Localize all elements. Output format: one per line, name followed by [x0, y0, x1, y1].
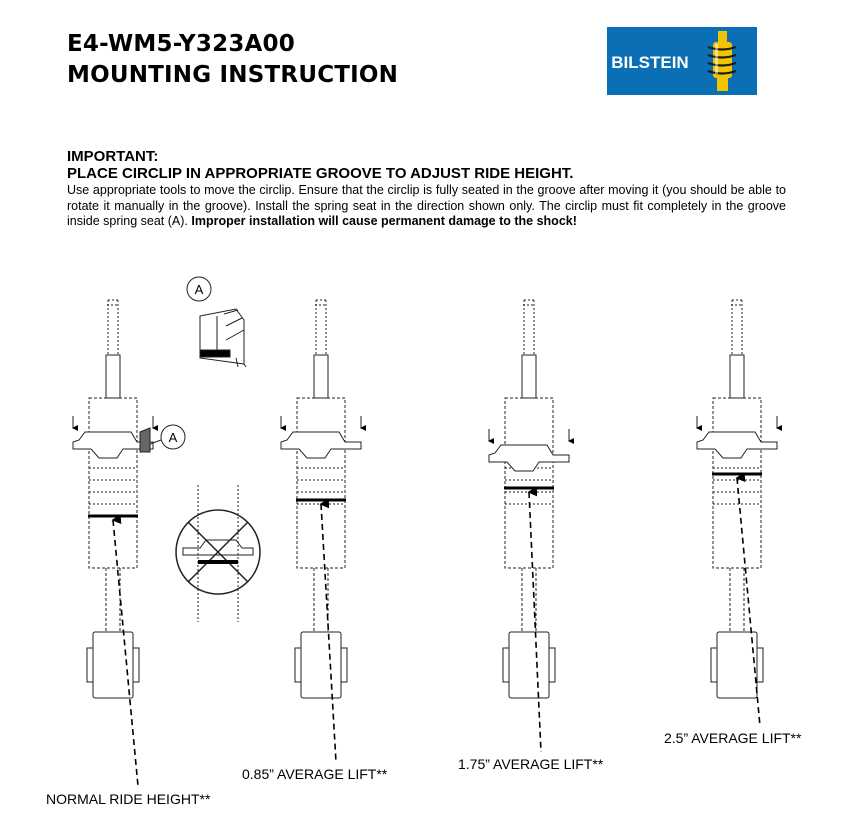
shock-2-bushing-left — [295, 648, 301, 682]
shock-4-leader — [737, 478, 760, 726]
shock-3-rod — [522, 355, 536, 398]
instruction-body: Use appropriate tools to move the circlip. Ensure that the circlip is fully seated in the groove after moving it (you should be able to rotate it manually in the groove). Install the spring seat in the direction shown only. The circlip must fit completely in the groove inside spring seat (A). — [67, 183, 786, 228]
detail-a-hatch — [140, 428, 150, 452]
detail-a-inset — [187, 277, 246, 367]
important-subheading: PLACE CIRCLIP IN APPROPRIATE GROOVE TO ADJUST RIDE HEIGHT. — [67, 165, 574, 182]
shock-3-lower-tube — [522, 568, 536, 632]
shock-1-bushing-left — [87, 648, 93, 682]
shock-1-stud — [107, 300, 119, 355]
part-number-title: E4-WM5-Y323A00 — [67, 31, 295, 57]
shock-3-stud — [523, 300, 535, 355]
document-title: MOUNTING INSTRUCTION — [67, 62, 399, 88]
label-25-lift: 2.5” AVERAGE LIFT** — [664, 730, 802, 746]
shock-1-lower-tube — [106, 568, 120, 632]
important-heading: IMPORTANT: — [67, 148, 159, 165]
shock-2-bushing-right — [341, 648, 347, 682]
shock-3-body — [505, 398, 553, 568]
label-175-lift: 1.75” AVERAGE LIFT** — [458, 756, 604, 772]
damage-warning: Improper installation will cause permanent damage to the shock! — [191, 214, 577, 228]
shock-2-eye-mount — [301, 632, 341, 698]
shock-4-eye-mount — [717, 632, 757, 698]
shock-2-stud — [315, 300, 327, 355]
shock-3-bushing-right — [549, 648, 555, 682]
shock-4-spring-seat — [697, 432, 777, 458]
incorrect-orientation-symbol — [176, 485, 260, 622]
shock-2-spring-seat — [281, 432, 361, 458]
shock-4-rod — [730, 355, 744, 398]
shock-2-rod — [314, 355, 328, 398]
shock-2-body — [297, 398, 345, 568]
shock-4-bushing-left — [711, 648, 717, 682]
shock-4-stud — [731, 300, 743, 355]
shock-3-eye-mount — [509, 632, 549, 698]
shock-3-leader — [529, 492, 541, 752]
shock-3-bushing-left — [503, 648, 509, 682]
shock-2-leader — [321, 504, 336, 762]
shock-1-body — [89, 398, 137, 568]
shock-3-spring-seat — [489, 445, 569, 471]
shock-4-bushing-right — [757, 648, 763, 682]
detail-a-letter-small: A — [168, 430, 178, 445]
label-085-lift: 0.85” AVERAGE LIFT** — [242, 766, 388, 782]
detail-a-letter: A — [194, 282, 204, 297]
shock-4-lower-tube — [730, 568, 744, 632]
label-normal-ride-height: NORMAL RIDE HEIGHT** — [46, 791, 211, 807]
shock-1-leader — [113, 520, 138, 786]
logo-text: BILSTEIN — [611, 53, 689, 72]
shock-1-rod — [106, 355, 120, 398]
shock-1-bushing-right — [133, 648, 139, 682]
